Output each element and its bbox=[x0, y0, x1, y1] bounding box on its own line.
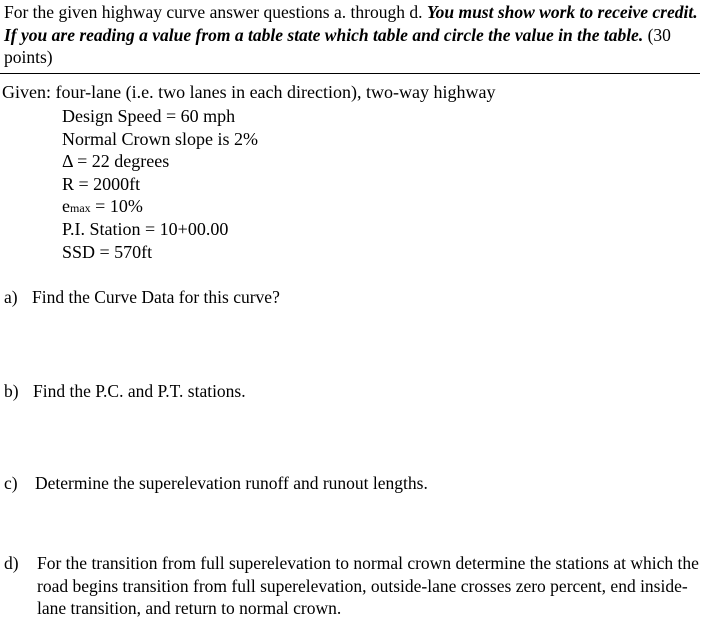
given-values bbox=[62, 105, 258, 263]
question-label: d) bbox=[4, 553, 19, 573]
question-text: Find the P.C. and P.T. stations. bbox=[33, 381, 246, 401]
problem-header bbox=[4, 1, 704, 69]
question-label: a) bbox=[4, 287, 18, 307]
given-statement bbox=[2, 81, 495, 103]
emax-value: = 10% bbox=[90, 196, 143, 217]
emax-symbol: e bbox=[62, 196, 70, 217]
emax-subscript: max bbox=[70, 201, 91, 216]
given-description: four-lane (i.e. two lanes in each direction), two-way highway bbox=[55, 82, 496, 102]
delta-angle: Δ = 22 degrees bbox=[62, 151, 170, 172]
design-speed: Design Speed = 60 mph bbox=[62, 106, 236, 126]
ssd: SSD = 570ft bbox=[62, 241, 153, 262]
given-label: Given: bbox=[2, 82, 51, 102]
header-emphasis: You must show work to receive credit. If you are reading a value from a table state which table and circle the value in the table. bbox=[4, 2, 698, 45]
header-divider bbox=[0, 73, 700, 74]
question-label: c) bbox=[4, 473, 18, 493]
radius: R = 2000ft bbox=[62, 173, 141, 194]
header-points: (30 points) bbox=[4, 24, 671, 67]
pi-station: P.I. Station = 10+00.00 bbox=[62, 218, 229, 239]
question-label: b) bbox=[4, 381, 19, 401]
question-text: Find the Curve Data for this curve? bbox=[32, 287, 280, 307]
crown-slope: Normal Crown slope is 2% bbox=[62, 128, 258, 149]
question-text: Determine the superelevation runoff and runout lengths. bbox=[35, 473, 428, 493]
emax bbox=[62, 195, 258, 218]
question-text: For the transition from full superelevation to normal crown determine the stations at which the road begins transition from full superelevation, outside-lane crosses zero percent, end inside-lane transition, and return to normal crown. bbox=[37, 553, 699, 618]
header-intro: For the given highway curve answer questions a. through d. bbox=[4, 2, 427, 22]
